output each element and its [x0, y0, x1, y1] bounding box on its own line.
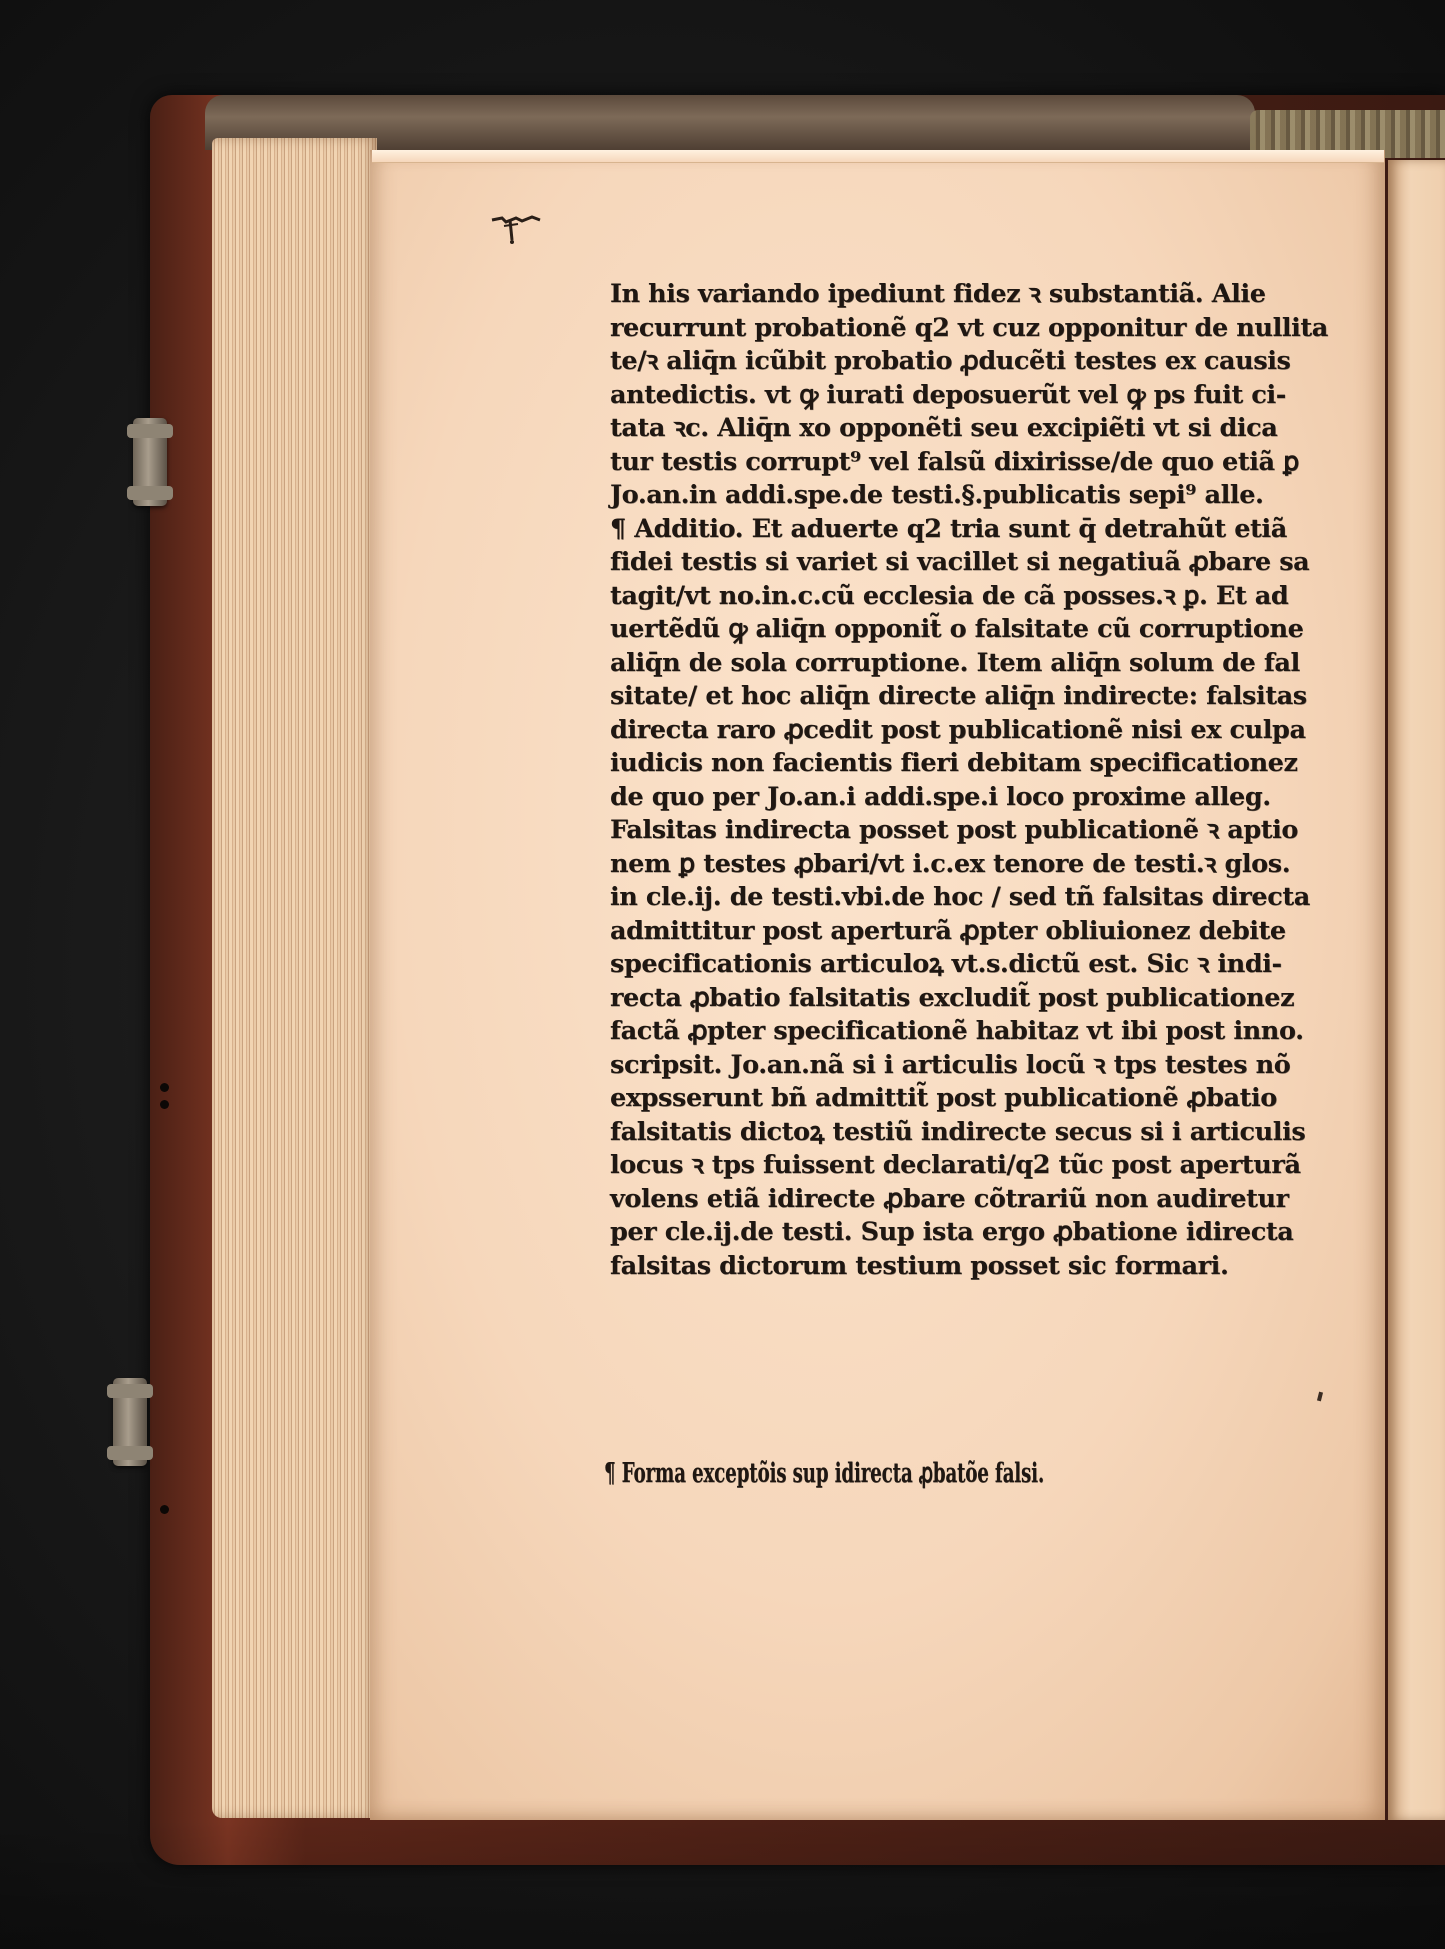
background-shadow: [0, 1820, 1445, 1949]
text-line: aliq̄n de sola corruptione. Item aliq̄n solum de fal: [610, 647, 1300, 678]
text-line: admittitur post aperturã ꝓpter obliuionez debite: [610, 915, 1286, 946]
text-line: nem ꝑ testes ꝓbari/vt i.c.ex tenore de testi.ꝛ glos.: [610, 848, 1291, 879]
text-line: In his variando ipediunt fidez ꝛ substantiã. Alie: [610, 279, 1266, 309]
text-line: tur testis corrupt⁹ vel falsũ dixirisse/de quo etiã ꝑ: [610, 446, 1299, 477]
clasp-nail: [160, 1505, 169, 1514]
text-line: recurrunt probationẽ q2 vt cuz opponitur de nullita: [610, 312, 1328, 343]
text-line: factã ꝓpter specificationẽ habitaz vt ibi post inno.: [610, 1016, 1304, 1046]
text-line: scripsit. Jo.an.nã si i articulis locũ ꝛ tps testes nõ: [610, 1049, 1291, 1080]
text-line: falsitas dictorum testium posset sic formari.: [610, 1250, 1229, 1281]
text-line: de quo per Jo.an.i addi.spe.i loco proxime alleg.: [610, 781, 1271, 812]
signature-mark-icon: [488, 212, 548, 246]
text-line: tagit/vt no.in.c.cũ ecclesia de cã posses.ꝛ ꝑ. Et ad: [610, 580, 1289, 611]
clasp-top: [133, 418, 167, 506]
text-line: te/ꝛ aliq̄n icũbit probatio ꝓducẽti testes ex causis: [610, 346, 1291, 376]
text-line: ¶ Additio. Et aduerte q2 tria sunt q̄ detrahũt etiã: [610, 513, 1287, 544]
text-line: recta ꝓbatio falsitatis excludit̃ post publicationez: [610, 982, 1295, 1013]
page-top-edge: [372, 150, 1384, 163]
text-line: tata ꝛc. Aliq̄n xo opponẽti seu excipiẽti vt si dica: [610, 413, 1278, 443]
text-line: iudicis non facientis fieri debitam specificationez: [610, 748, 1298, 778]
section-heading: ¶ Forma exceptõis sup idirecta ꝓbatõe falsi.: [604, 1458, 1045, 1489]
text-line: volens etiã idirecte ꝓbare cõtrariũ non audiretur: [610, 1183, 1289, 1214]
text-line: per cle.ij.de testi. Sup ista ergo ꝓbatione idirecta: [610, 1217, 1294, 1247]
text-line: Falsitas indirecta posset post publicationẽ ꝛ aptio: [610, 815, 1299, 845]
text-line: expsserunt bñ admittit̃ post publicationẽ ꝓbatio: [610, 1083, 1277, 1113]
text-line: in cle.ij. de testi.vbi.de hoc / sed tñ falsitas directa: [610, 882, 1310, 912]
text-line: specificationis articuloꝝ vt.s.dictũ est. Sic ꝛ indi-: [610, 949, 1282, 979]
clasp-bottom: [113, 1378, 147, 1466]
page-stack-fore-edge: [212, 138, 377, 1818]
text-line: locus ꝛ tps fuissent declarati/q2 tũc post aperturã: [610, 1150, 1301, 1180]
clasp-nail: [160, 1100, 169, 1109]
clasp-nail: [160, 1083, 169, 1092]
facing-page-edge: [1388, 160, 1445, 1820]
body-text: [610, 278, 1358, 1283]
text-line: fidei testis si variet si vacillet si negatiuã ꝓbare sa: [610, 547, 1310, 577]
text-line: directa raro ꝓcedit post publicationẽ nisi ex culpa: [610, 714, 1306, 745]
text-line: sitate/ et hoc aliq̄n directe aliq̄n indirecte: falsitas: [610, 681, 1307, 711]
text-line: falsitatis dictoꝝ testiũ indirecte secus si i articulis: [610, 1116, 1306, 1147]
text-line: Jo.an.in addi.spe.de testi.§.publicatis sepi⁹ alle.: [610, 480, 1264, 510]
text-line: antedictis. vt ꝙ iurati deposuerũt vel ꝙ ps fuit ci-: [610, 379, 1286, 410]
text-line: uertẽdũ ꝙ aliq̄n opponit̃ o falsitate cũ corruptione: [610, 614, 1304, 644]
